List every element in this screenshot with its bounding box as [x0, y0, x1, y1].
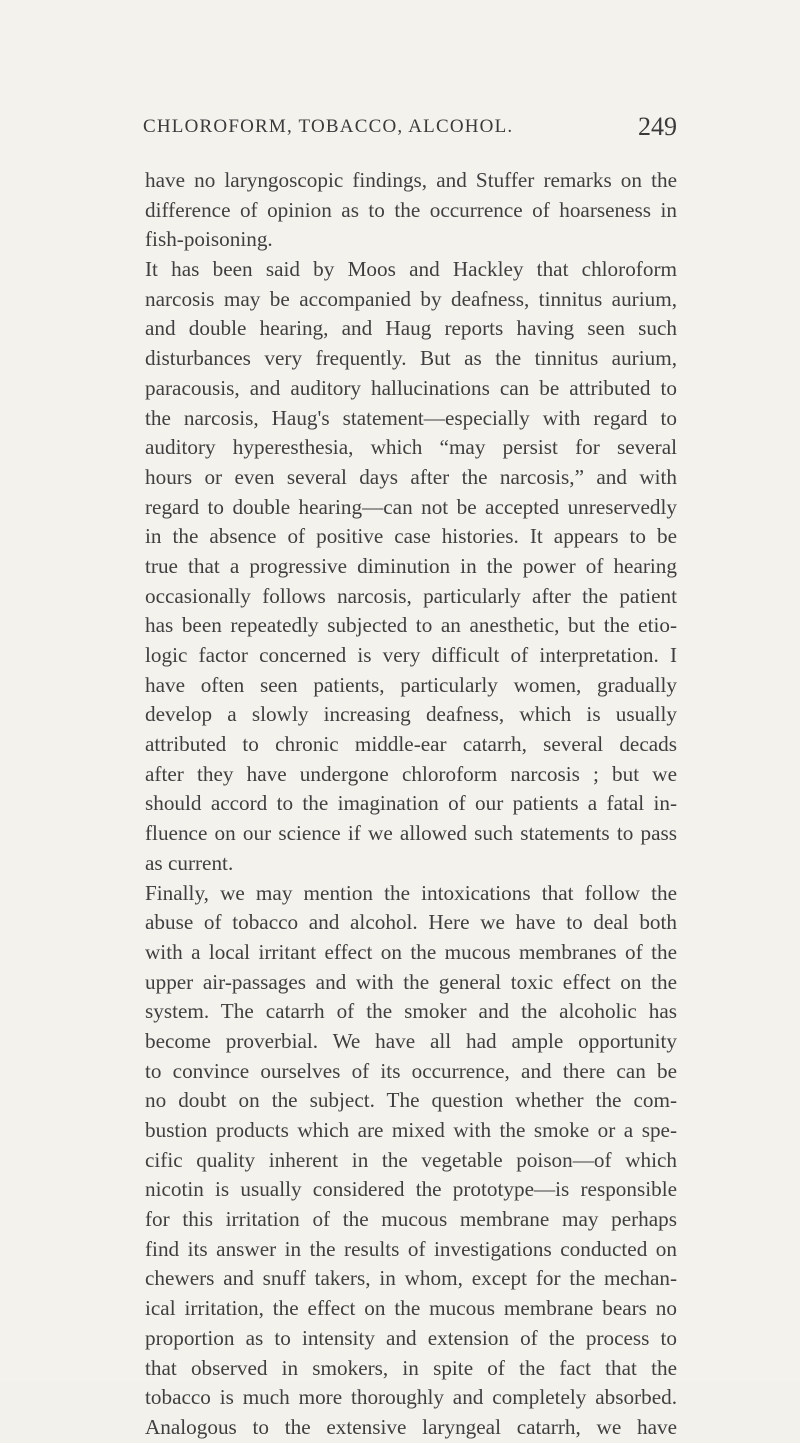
text-line: and double hearing, and Haug reports having seen such [145, 316, 677, 341]
text-line: no doubt on the subject. The question whether the com- [145, 1088, 677, 1113]
text-line: become proverbial. We have all had ample opportunity [145, 1028, 677, 1053]
text-line: has been repeatedly subjected to an anesthetic, but the etio- [145, 613, 677, 638]
text-line: fluence on our science if we allowed such statements to pass [145, 821, 677, 846]
body-text [145, 166, 677, 1443]
text-line: in the absence of positive case histories. It appears to be [145, 524, 677, 549]
text-line: Analogous to the extensive laryngeal catarrh, we have [145, 1414, 677, 1439]
text-line: proportion as to intensity and extension of the process to [145, 1325, 677, 1350]
text-line: occasionally follows narcosis, particularly after the patient [145, 583, 677, 608]
text-line: chewers and snuff takers, in whom, except for the mechan- [145, 1266, 677, 1291]
page-number: 249 [638, 112, 677, 141]
text-line: fish-poisoning. [145, 227, 273, 252]
text-line: system. The catarrh of the smoker and the alcoholic has [145, 999, 677, 1024]
text-line: It has been said by Moos and Hackley that chloroform [145, 257, 677, 282]
text-line: the narcosis, Haug's statement—especially with regard to [145, 405, 677, 430]
text-line: narcosis may be accompanied by deafness, tinnitus aurium, [145, 286, 677, 311]
text-line: to convince ourselves of its occurrence, and there can be [145, 1058, 677, 1083]
running-title: CHLOROFORM, TOBACCO, ALCOHOL. [143, 116, 514, 137]
text-line: attributed to chronic middle-ear catarrh, several decads [145, 732, 677, 757]
text-line: after they have undergone chloroform narcosis ; but we [145, 761, 677, 786]
text-line: Finally, we may mention the intoxications that follow the [145, 880, 677, 905]
text-line: disturbances very frequently. But as the tinnitus aurium, [145, 346, 677, 371]
text-line: logic factor concerned is very difficult of interpretation. I [145, 643, 677, 667]
text-line: cific quality inherent in the vegetable poison—of which [145, 1147, 677, 1172]
text-line: abuse of tobacco and alcohol. Here we have to deal both [145, 910, 677, 935]
text-line: ical irritation, the effect on the mucous membrane bears no [145, 1296, 677, 1321]
text-line: develop a slowly increasing deafness, which is usually [145, 702, 677, 727]
text-line: have often seen patients, particularly women, gradually [145, 672, 677, 697]
text-line: paracousis, and auditory hallucinations can be attributed to [145, 375, 677, 400]
text-line: upper air-passages and with the general toxic effect on the [145, 969, 677, 994]
text-line: should accord to the imagination of our patients a fatal in- [145, 791, 677, 816]
text-line: auditory hyperesthesia, which “may persist for several [145, 435, 677, 460]
text-line: bustion products which are mixed with the smoke or a spe- [145, 1118, 677, 1142]
text-line: have no laryngoscopic findings, and Stuffer remarks on the [145, 168, 677, 192]
text-line: hours or even several days after the narcosis,” and with [145, 464, 677, 489]
page-header [143, 114, 677, 142]
text-line: that observed in smokers, in spite of the fact that the [145, 1355, 677, 1380]
text-line: with a local irritant effect on the mucous membranes of the [145, 939, 677, 964]
text-line: regard to double hearing—can not be accepted unreservedly [145, 494, 677, 519]
text-line: as current. [145, 850, 234, 875]
text-line: nicotin is usually considered the prototype—is responsible [145, 1177, 677, 1202]
text-line: for this irritation of the mucous membrane may perhaps [145, 1207, 677, 1232]
text-line: true that a progressive diminution in the power of hearing [145, 553, 677, 578]
text-line: difference of opinion as to the occurrence of hoarseness in [145, 197, 677, 222]
text-line: tobacco is much more thoroughly and completely absorbed. [145, 1385, 677, 1410]
text-line: find its answer in the results of investigations conducted on [145, 1236, 677, 1261]
